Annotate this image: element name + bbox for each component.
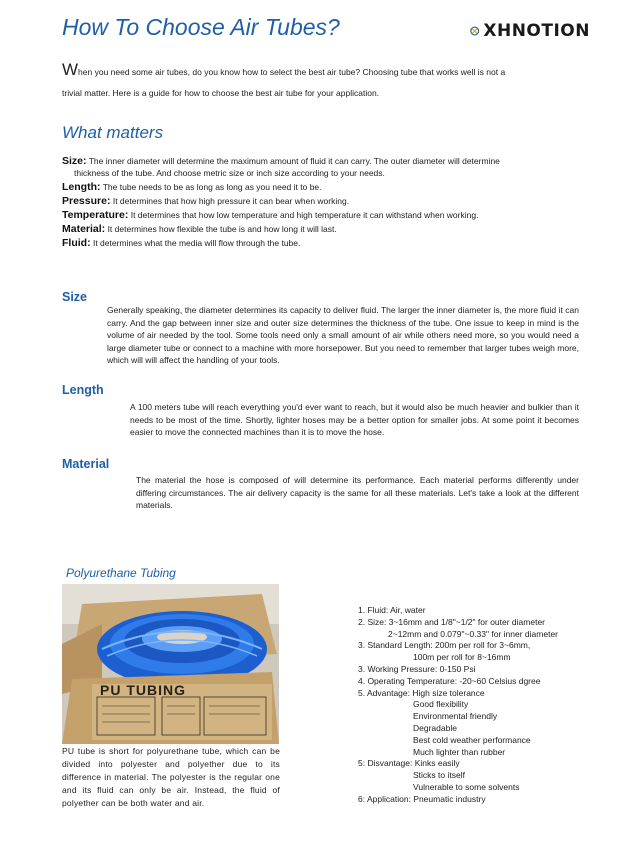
def-term: Material: bbox=[62, 223, 106, 235]
material-heading: Material bbox=[62, 457, 110, 471]
spec-line: Environmental friendly bbox=[413, 711, 498, 722]
def-term: Size: bbox=[62, 155, 87, 167]
def-term: Temperature: bbox=[62, 209, 129, 221]
def-text: It determines that how low temperature and high temperature it can withstand when working. bbox=[130, 210, 479, 220]
spec-line: 2. Size: 3~16mm and 1/8"~1/2" for outer diameter bbox=[358, 616, 545, 627]
spec-line: 1. Fluid: Air, water bbox=[358, 605, 426, 615]
spec-line: Degradable bbox=[413, 722, 457, 733]
spec-line: 6: Application: Pneumatic industry bbox=[358, 793, 486, 804]
def-text: It determines what the media will flow through the tube. bbox=[92, 238, 301, 248]
pu-tubing-illustration bbox=[62, 584, 279, 744]
polyurethane-heading: Polyurethane Tubing bbox=[66, 566, 176, 580]
box-label: PU TUBING bbox=[100, 682, 186, 698]
spec-line: 3. Standard Length: 200m per roll for 3~6mm, bbox=[358, 640, 531, 651]
spec-line: 100m per roll for 8~16mm bbox=[413, 652, 511, 663]
logo-text: XHNOTION bbox=[483, 21, 590, 41]
def-size bbox=[62, 155, 532, 179]
brand-logo bbox=[470, 16, 590, 46]
def-text: It determines that how high pressure it can bear when working. bbox=[112, 196, 350, 206]
spec-line: 5. Advantage: High size tolerance bbox=[358, 687, 485, 698]
logo-mark-icon bbox=[470, 19, 479, 43]
spec-line: 5: Disvantage: Kinks easily bbox=[358, 758, 460, 769]
spec-line: 3. Working Pressure: 0-150 Psi bbox=[358, 663, 476, 674]
def-text: The tube needs to be as long as long as you need it to be. bbox=[102, 182, 322, 192]
what-matters-heading: What matters bbox=[62, 123, 164, 142]
def-text-cont: thickness of the tube. And choose metric size or inch size according to your needs. bbox=[74, 168, 385, 178]
size-heading: Size bbox=[62, 290, 88, 304]
spec-line: 4. Operating Temperature: -20~60 Celsius dgree bbox=[358, 675, 541, 686]
intro-line-1: hen you need some air tubes, do you know how to select the best air tube? Choosing tube that works well is not a bbox=[78, 67, 506, 77]
length-heading: Length bbox=[62, 383, 104, 397]
spec-line: Good flexibility bbox=[413, 699, 469, 710]
intro-paragraph bbox=[62, 62, 582, 104]
length-paragraph: A 100 meters tube will reach everything you'd ever want to reach, but it would also be much heavier and bulkier than it needs to be most of the time. Shortly, lighter hoses may be a better option for smaller jobs. At some point it becomes easier to move the connected machines than it is to move the hose. bbox=[130, 402, 579, 437]
pu-tubing-photo bbox=[62, 584, 279, 744]
intro-initial: W bbox=[62, 60, 79, 79]
def-text: It determines how flexible the tube is and how long it will last. bbox=[107, 224, 337, 234]
def-text: The inner diameter will determine the maximum amount of fluid it can carry. The outer diameter will determine bbox=[88, 156, 500, 166]
spec-line: Best cold weather performance bbox=[413, 734, 531, 745]
def-term: Pressure: bbox=[62, 195, 111, 207]
spec-line: Sticks to itself bbox=[413, 770, 465, 781]
def-temperature bbox=[62, 209, 532, 221]
pu-caption: PU tube is short for polyurethane tube, which can be divided into polyester and polyether due to its difference in material. The polyester is the regular one and its fluid can only be air. Instead, the fluid of polyether can be both water and air. bbox=[62, 746, 280, 808]
spec-line: Much lighter than rubber bbox=[413, 746, 506, 757]
size-paragraph: Generally speaking, the diameter determines its capacity to deliver fluid. The larger the inner diameter is, the more fluid it can carry. And the gap between inner size and outer size determines the thickness of the tube. One issue to keep in mind is the volume of air needed by the tool. Some tools need only a small amount of air while others need more, so you would need a large diameter tube or connect to a machine with more horsepower. But you need to remember that larger tubes weigh more, which will will affect the handling of your tools. bbox=[107, 305, 579, 365]
def-length bbox=[62, 181, 532, 193]
material-paragraph: The material the hose is composed of will determine its performance. Each material performs differently under differing circumstances. The air delivery capacity is the same for all these materials. Let's take a look at the different materials. bbox=[136, 475, 579, 510]
def-material bbox=[62, 223, 532, 235]
spec-line: 2~12mm and 0.079"~0.33" for inner diameter bbox=[388, 628, 558, 639]
page-title: How To Choose Air Tubes? bbox=[62, 14, 340, 40]
spec-line: Vulnerable to some solvents bbox=[413, 781, 520, 792]
intro-line-2: trivial matter. Here is a guide for how to choose the best air tube for your application. bbox=[62, 88, 380, 98]
pu-spec-list bbox=[358, 605, 598, 806]
def-fluid bbox=[62, 237, 532, 249]
def-pressure bbox=[62, 195, 532, 207]
def-term: Length: bbox=[62, 181, 101, 193]
def-term: Fluid: bbox=[62, 237, 91, 249]
